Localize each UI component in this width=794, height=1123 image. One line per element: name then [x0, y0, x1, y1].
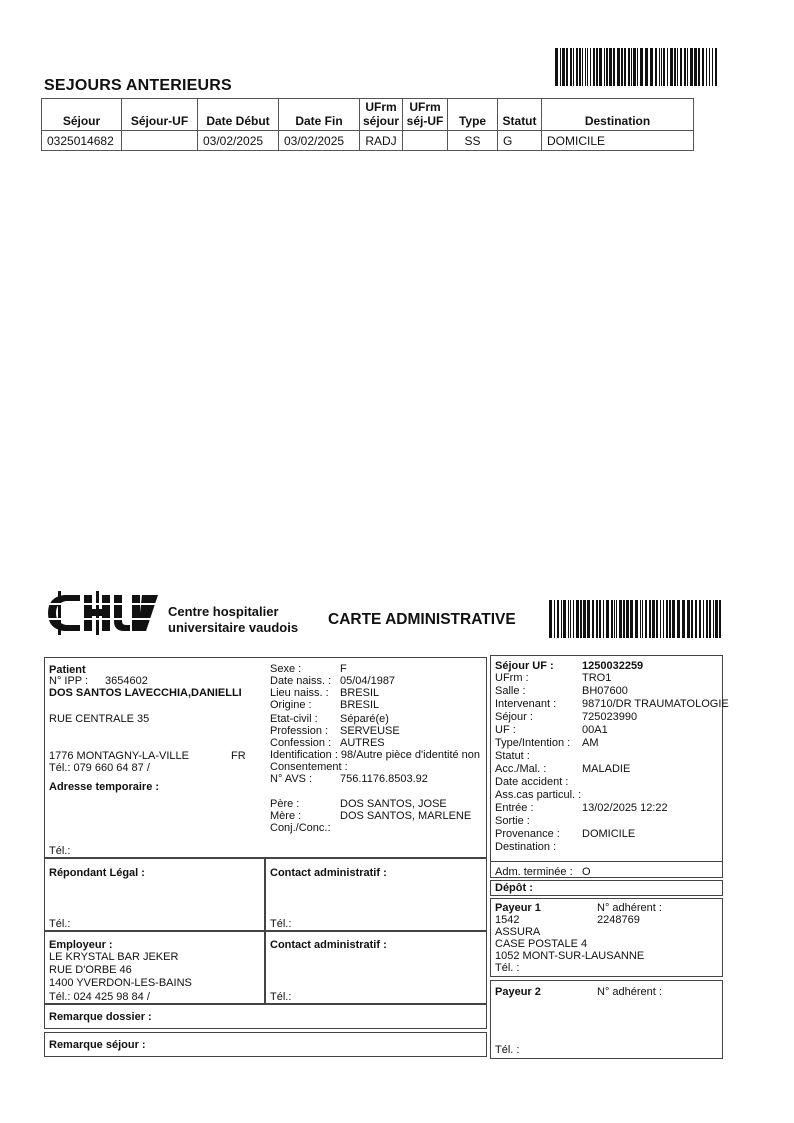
contact1-tel: Tél.:: [270, 918, 292, 930]
identity-pere: DOS SANTOS, JOSE: [340, 798, 447, 810]
identity-identification: Identification : 98/Autre pièce d'identité non: [270, 749, 481, 761]
col-type: Type: [448, 99, 498, 131]
sejour-divider: [490, 861, 723, 862]
barcode-bar: [667, 48, 668, 86]
contact2-tel: Tél.:: [270, 991, 292, 1003]
barcode-bar: [677, 600, 680, 638]
cell-statut: G: [498, 131, 542, 151]
cell-type: SS: [448, 131, 498, 151]
barcode-bar: [555, 48, 558, 86]
identity-consentement: Consentement :: [270, 761, 348, 773]
barcode-bar: [656, 600, 658, 638]
cell-destination: DOMICILE: [542, 131, 694, 151]
employeur-address: RUE D'ORBE 46: [49, 964, 132, 976]
payeur1-address: CASE POSTALE 4: [495, 938, 588, 950]
barcode-bar: [677, 48, 678, 86]
payeur1-box: [490, 898, 723, 977]
barcode-bar: [557, 600, 559, 638]
barcode-bar: [694, 48, 697, 86]
patient-address: RUE CENTRALE 35: [49, 713, 150, 725]
barcode-bar: [670, 48, 673, 86]
sejour-field-value: 98710/DR TRAUMATOLOGIE: [582, 698, 729, 710]
identity-etat-label: Etat-civil :: [270, 713, 318, 725]
barcode-bar: [663, 48, 665, 86]
remarque-sejour-box: [44, 1032, 487, 1057]
contact1-box: [265, 858, 487, 931]
sejour-uf-box: [490, 655, 729, 878]
identity-confession-label: Confession :: [270, 737, 332, 749]
employeur-label: Employeur :: [49, 939, 113, 951]
payeur2-tel: Tél. :: [495, 1044, 520, 1056]
sejour-field-label: Acc./Mal. :: [495, 763, 547, 775]
identity-dob: 05/04/1987: [340, 675, 396, 687]
page-title: CARTE ADMINISTRATIVE: [328, 611, 516, 628]
barcode-bar: [582, 48, 583, 86]
barcode-bar: [606, 600, 609, 638]
barcode-bar: [562, 48, 565, 86]
sejour-field-value: BH07600: [582, 685, 628, 697]
barcode-bar: [637, 48, 638, 86]
contact2-box: [265, 931, 487, 1004]
barcode-bar: [560, 48, 561, 86]
barcode-bar: [568, 600, 569, 638]
barcode-bar: [719, 600, 721, 638]
cell-date-fin: 03/02/2025: [279, 131, 360, 151]
sejours-table: [41, 98, 694, 151]
cell-ufrm-sejuf: [403, 131, 448, 151]
barcode-bar: [674, 48, 676, 86]
patient-country: FR: [231, 750, 246, 762]
employeur-city: 1400 YVERDON-LES-BAINS: [49, 977, 192, 989]
col-statut: Statut: [498, 99, 542, 131]
barcode-bar: [624, 48, 626, 86]
barcode-bar: [715, 48, 717, 86]
patient-tel: Tél.: 079 660 64 87 /: [49, 762, 150, 774]
identity-lieu: BRESIL: [340, 687, 380, 699]
barcode-bar: [640, 48, 643, 86]
identity-sexe-label: Sexe :: [270, 663, 302, 675]
barcode-bar: [576, 48, 578, 86]
sejour-field-value: TRO1: [582, 672, 612, 684]
identity-confession: AUTRES: [340, 737, 385, 749]
barcode-bar: [690, 48, 693, 86]
barcode-bar: [563, 600, 566, 638]
payeur1-name: ASSURA: [495, 926, 541, 938]
barcode-bar: [626, 600, 629, 638]
sejour-field-label: Intervenant :: [495, 698, 557, 710]
identity-origine: BRESIL: [340, 699, 380, 711]
sejour-field-value: AM: [582, 737, 599, 749]
sejour-field-label: Salle :: [495, 685, 526, 697]
sejour-field-label: Type/Intention :: [495, 737, 571, 749]
barcode-bar: [566, 48, 568, 86]
col-ufrm-sejour: UFrm séjour: [360, 99, 403, 131]
col-destination: Destination: [542, 99, 694, 131]
sejour-field-label: Séjour :: [495, 711, 533, 723]
barcode-bar: [652, 600, 655, 638]
barcode-bar: [579, 48, 581, 86]
employeur-tel: Tél.: 024 425 98 84 /: [49, 991, 150, 1003]
barcode-bar: [691, 600, 693, 638]
barcode-bar: [680, 48, 682, 86]
barcode-bar: [596, 600, 598, 638]
repondant-label: Répondant Légal :: [49, 867, 145, 879]
identity-profession: SERVEUSE: [340, 725, 400, 737]
barcode-bar: [606, 48, 608, 86]
sejour-field-label: Entrée :: [495, 802, 534, 814]
barcode-bar: [619, 600, 622, 638]
barcode-bar: [703, 600, 704, 638]
sejour-field-value: MALADIE: [582, 763, 631, 775]
patient-label: Patient: [49, 664, 86, 676]
depot-label: Dépôt :: [495, 882, 533, 894]
barcode-bar: [695, 600, 697, 638]
barcode-bar: [576, 600, 579, 638]
barcode-bar: [687, 48, 688, 86]
identity-profession-label: Profession :: [270, 725, 329, 737]
table-row: [42, 131, 694, 151]
adm-terminee-value: O: [582, 866, 591, 878]
ipp-label: N° IPP :: [49, 675, 89, 687]
col-sejour: Séjour: [42, 99, 122, 131]
barcode-bar: [699, 600, 701, 638]
section-title-sejours: SEJOURS ANTERIEURS: [44, 77, 232, 94]
identity-mere: DOS SANTOS, MARLENE: [340, 810, 472, 822]
identity-origine-label: Origine :: [270, 699, 312, 711]
remarque-dossier-label: Remarque dossier :: [49, 1011, 152, 1023]
barcode-bar: [659, 48, 660, 86]
remarque-sejour-label: Remarque séjour :: [49, 1039, 146, 1051]
barcode-bar: [570, 48, 572, 86]
sejour-field-label: Date accident :: [495, 776, 569, 788]
sejour-field-label: Destination :: [495, 841, 557, 853]
cell-sejour: 0325014682: [42, 131, 122, 151]
barcode-bar: [603, 600, 604, 638]
repondant-tel: Tél.:: [49, 918, 71, 930]
table-header-row: [42, 99, 694, 131]
barcode-bar: [561, 600, 562, 638]
repondant-box: [44, 858, 265, 931]
payeur1-adherent-label: N° adhérent :: [597, 902, 662, 914]
sejour-field-label: Ass.cas particul. :: [495, 789, 582, 801]
barcode-bar: [633, 48, 636, 86]
barcode-bar: [661, 48, 662, 86]
barcode-bar: [621, 48, 623, 86]
hospital-name: Centre hospitalier universitaire vaudois: [168, 604, 299, 635]
barcode-bar: [570, 600, 571, 638]
contact2-label: Contact administratif :: [270, 939, 387, 951]
barcode-bar: [706, 600, 708, 638]
sejour-field-value: DOMICILE: [582, 828, 636, 840]
sejour-uf-label: Séjour UF :: [495, 660, 554, 672]
payeur2-label: Payeur 2: [495, 986, 541, 998]
barcode-bar: [687, 600, 690, 638]
sejour-field-value: 00A1: [582, 724, 608, 736]
barcode-bar: [604, 48, 605, 86]
barcode-bar: [709, 600, 711, 638]
barcode-bar: [599, 48, 602, 86]
barcode-bar: [682, 600, 685, 638]
patient-city: 1776 MONTAGNY-LA-VILLE: [49, 750, 190, 762]
identity-avs-label: N° AVS :: [270, 773, 313, 785]
adm-terminee-label: Adm. terminée :: [495, 866, 573, 878]
barcode-bar: [635, 600, 638, 638]
barcode-top: [555, 48, 720, 86]
barcode-bar: [592, 600, 594, 638]
sejour-field-label: UF :: [495, 724, 516, 736]
barcode-bar: [713, 600, 714, 638]
remarque-dossier-box: [44, 1004, 487, 1029]
sejour-field-label: Provenance :: [495, 828, 560, 840]
barcode-bar: [590, 48, 591, 86]
barcode-bar: [554, 600, 555, 638]
chuv-logo: [46, 591, 160, 635]
identity-mere-label: Mère :: [270, 810, 302, 822]
barcode-bar: [573, 600, 574, 638]
col-sejour-uf: Séjour-UF: [122, 99, 198, 131]
identity-sexe: F: [340, 663, 347, 675]
barcode-bar: [623, 600, 625, 638]
barcode-bar: [645, 48, 648, 86]
col-date-debut: Date Début: [198, 99, 279, 131]
barcode-bar: [573, 48, 574, 86]
barcode-bar: [666, 600, 668, 638]
employeur-name: LE KRYSTAL BAR JEKER: [49, 951, 179, 963]
barcode-bar: [655, 48, 657, 86]
barcode-bar: [617, 48, 620, 86]
barcode-bar: [642, 600, 643, 638]
barcode-bar: [706, 48, 707, 86]
patient-box: [44, 657, 487, 858]
payeur1-adherent: 2248769: [597, 914, 640, 926]
col-date-fin: Date Fin: [279, 99, 360, 131]
identity-etat: Séparé(e): [340, 713, 389, 725]
payeur1-code: 1542: [495, 914, 520, 926]
barcode-bar: [684, 48, 686, 86]
barcode-bar: [672, 600, 675, 638]
payeur1-label: Payeur 1: [495, 902, 541, 914]
sejour-field-value: 13/02/2025 12:22: [582, 802, 668, 814]
barcode-bar: [599, 600, 601, 638]
identity-pere-label: Père :: [270, 798, 300, 810]
barcode-bar: [649, 600, 651, 638]
barcode-bar: [640, 600, 641, 638]
barcode-bar: [663, 600, 664, 638]
sejour-field-label: Sortie :: [495, 815, 530, 827]
barcode-bar: [587, 600, 590, 638]
identity-dob-label: Date naiss. :: [270, 675, 332, 687]
ipp-value: 3654602: [105, 675, 148, 687]
barcode-bar: [614, 600, 615, 638]
barcode-bar: [628, 48, 630, 86]
barcode-bar: [585, 48, 586, 86]
payeur1-city: 1052 MONT-SUR-LAUSANNE: [495, 950, 645, 962]
barcode-bar: [645, 600, 647, 638]
barcode-bar: [611, 600, 613, 638]
contact1-label: Contact administratif :: [270, 867, 387, 879]
barcode-bar: [712, 48, 713, 86]
payeur1-tel: Tél. :: [495, 962, 520, 974]
barcode-bar: [583, 600, 586, 638]
barcode-bar: [630, 600, 633, 638]
cell-ufrm-sejour: RADJ: [360, 131, 403, 151]
payeur2-box: [490, 980, 723, 1059]
barcode-bar: [549, 600, 552, 638]
barcode-bar: [631, 48, 632, 86]
barcode-bar: [580, 600, 582, 638]
barcode-bar: [698, 48, 700, 86]
identity-conj-label: Conj./Conc.:: [270, 822, 331, 834]
barcode-bar: [702, 48, 704, 86]
sejour-field-label: UFrm :: [495, 672, 529, 684]
temp-address-label: Adresse temporaire :: [49, 781, 160, 793]
depot-box: [490, 880, 723, 896]
barcode-bar: [616, 600, 617, 638]
cell-sejour-uf: [122, 131, 198, 151]
identity-avs: 756.1176.8503.92: [340, 773, 428, 785]
barcode-bar: [660, 600, 661, 638]
patient-name: DOS SANTOS LAVECCHIA,DANIELLI: [49, 687, 242, 699]
barcode-bar: [596, 48, 598, 86]
payeur2-adherent-label: N° adhérent :: [597, 986, 662, 998]
cell-date-debut: 03/02/2025: [198, 131, 279, 151]
barcode-bar: [613, 48, 615, 86]
sejour-uf-number: 1250032259: [582, 660, 644, 672]
temp-tel-label: Tél.:: [49, 845, 71, 857]
barcode-bar: [650, 48, 653, 86]
barcode-bar: [587, 48, 588, 86]
barcode-bar: [715, 600, 718, 638]
sejour-field-value: 725023990: [582, 711, 638, 723]
identity-lieu-label: Lieu naiss. :: [270, 687, 329, 699]
col-ufrm-sejuf: UFrm séj-UF: [403, 99, 448, 131]
barcode-bar: [593, 48, 595, 86]
barcode-bar: [669, 600, 671, 638]
employeur-box: [44, 931, 265, 1004]
sejour-field-label: Statut :: [495, 750, 530, 762]
barcode-bar: [709, 48, 710, 86]
barcode-bar: [609, 48, 612, 86]
barcode-card: [549, 600, 725, 638]
